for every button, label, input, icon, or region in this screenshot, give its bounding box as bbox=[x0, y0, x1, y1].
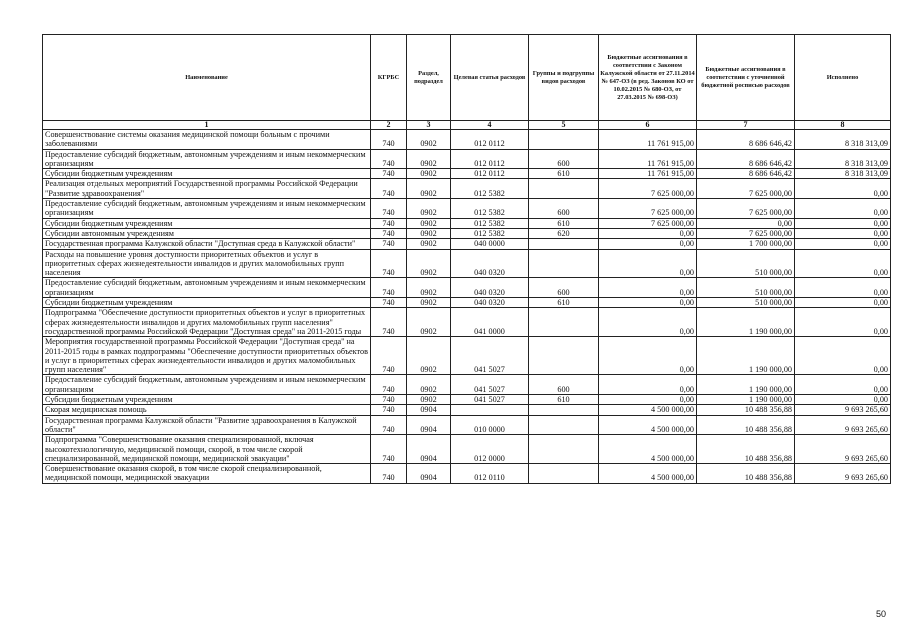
row-group bbox=[529, 405, 599, 415]
row-law-allocation: 4 500 000,00 bbox=[599, 464, 697, 484]
row-section: 0904 bbox=[407, 464, 451, 484]
budget-table bbox=[42, 34, 891, 484]
row-name: Реализация отдельных мероприятий Государственной программы Российской Федерации "Развитие здравоохранения" bbox=[43, 179, 371, 199]
row-target: 012 0000 bbox=[451, 435, 529, 464]
row-kgrbs: 740 bbox=[371, 169, 407, 179]
row-group: 600 bbox=[529, 149, 599, 169]
row-refined-allocation: 7 625 000,00 bbox=[697, 179, 795, 199]
row-section: 0904 bbox=[407, 435, 451, 464]
table-row bbox=[43, 249, 891, 278]
row-refined-allocation: 8 686 646,42 bbox=[697, 169, 795, 179]
table-row bbox=[43, 278, 891, 298]
row-section: 0902 bbox=[407, 239, 451, 249]
row-executed: 0,00 bbox=[795, 298, 891, 308]
row-law-allocation: 0,00 bbox=[599, 337, 697, 375]
row-target: 010 0000 bbox=[451, 415, 529, 435]
row-target bbox=[451, 405, 529, 415]
row-kgrbs: 740 bbox=[371, 375, 407, 395]
row-target: 012 0110 bbox=[451, 464, 529, 484]
row-kgrbs: 740 bbox=[371, 199, 407, 219]
row-section: 0902 bbox=[407, 179, 451, 199]
row-kgrbs: 740 bbox=[371, 228, 407, 238]
row-refined-allocation: 0,00 bbox=[697, 218, 795, 228]
row-section: 0902 bbox=[407, 149, 451, 169]
row-executed: 8 318 313,09 bbox=[795, 169, 891, 179]
row-group: 610 bbox=[529, 395, 599, 405]
row-target: 012 0112 bbox=[451, 130, 529, 150]
row-target: 012 5382 bbox=[451, 199, 529, 219]
column-number-row bbox=[43, 121, 891, 130]
table-row bbox=[43, 308, 891, 337]
row-kgrbs: 740 bbox=[371, 308, 407, 337]
row-kgrbs: 740 bbox=[371, 179, 407, 199]
table-row bbox=[43, 199, 891, 219]
table-row bbox=[43, 405, 891, 415]
row-target: 012 5382 bbox=[451, 218, 529, 228]
row-name: Субсидии бюджетным учреждениям bbox=[43, 169, 371, 179]
table-row bbox=[43, 395, 891, 405]
table-row bbox=[43, 130, 891, 150]
row-section: 0902 bbox=[407, 308, 451, 337]
row-section: 0902 bbox=[407, 130, 451, 150]
row-kgrbs: 740 bbox=[371, 435, 407, 464]
row-executed: 0,00 bbox=[795, 395, 891, 405]
row-name: Субсидии бюджетным учреждениям bbox=[43, 395, 371, 405]
row-group: 600 bbox=[529, 375, 599, 395]
row-law-allocation: 0,00 bbox=[599, 239, 697, 249]
row-executed: 8 318 313,09 bbox=[795, 149, 891, 169]
row-law-allocation: 4 500 000,00 bbox=[599, 435, 697, 464]
row-executed: 8 318 313,09 bbox=[795, 130, 891, 150]
row-executed: 9 693 265,60 bbox=[795, 464, 891, 484]
row-law-allocation: 0,00 bbox=[599, 298, 697, 308]
row-target: 012 5382 bbox=[451, 179, 529, 199]
row-target: 040 0320 bbox=[451, 298, 529, 308]
row-refined-allocation: 1 700 000,00 bbox=[697, 239, 795, 249]
row-name: Предоставление субсидий бюджетным, автономным учреждениям и иным некоммерческим организациям bbox=[43, 149, 371, 169]
row-kgrbs: 740 bbox=[371, 298, 407, 308]
row-target: 040 0320 bbox=[451, 278, 529, 298]
column-number: 2 bbox=[371, 121, 407, 130]
row-law-allocation: 11 761 915,00 bbox=[599, 169, 697, 179]
row-refined-allocation: 8 686 646,42 bbox=[697, 149, 795, 169]
row-group: 610 bbox=[529, 218, 599, 228]
row-section: 0902 bbox=[407, 395, 451, 405]
row-refined-allocation: 1 190 000,00 bbox=[697, 337, 795, 375]
row-executed: 0,00 bbox=[795, 337, 891, 375]
column-number: 5 bbox=[529, 121, 599, 130]
row-name: Государственная программа Калужской области "Доступная среда в Калужской области" bbox=[43, 239, 371, 249]
column-number: 8 bbox=[795, 121, 891, 130]
row-kgrbs: 740 bbox=[371, 395, 407, 405]
row-executed: 0,00 bbox=[795, 308, 891, 337]
header-kgrbs: КГРБС bbox=[371, 35, 407, 121]
row-law-allocation: 7 625 000,00 bbox=[599, 199, 697, 219]
row-refined-allocation: 1 190 000,00 bbox=[697, 308, 795, 337]
row-name: Подпрограмма "Обеспечение доступности приоритетных объектов и услуг в приоритетных сферах жизнедеятельности инвалидов и других маломобильных групп населения" государственной программы Российской Федерации "Доступная среда" на 2011-2015 годы bbox=[43, 308, 371, 337]
row-law-allocation: 0,00 bbox=[599, 228, 697, 238]
table-row bbox=[43, 298, 891, 308]
table-row bbox=[43, 337, 891, 375]
header-target: Целевая статья расходов bbox=[451, 35, 529, 121]
header-refined-allocations: Бюджетные ассигнования в соответствии с уточненной бюджетной росписью расходов bbox=[697, 35, 795, 121]
row-group: 600 bbox=[529, 199, 599, 219]
row-group: 610 bbox=[529, 298, 599, 308]
row-target: 040 0000 bbox=[451, 239, 529, 249]
row-section: 0902 bbox=[407, 249, 451, 278]
row-target: 041 5027 bbox=[451, 337, 529, 375]
table-row bbox=[43, 464, 891, 484]
row-group bbox=[529, 249, 599, 278]
table-row bbox=[43, 435, 891, 464]
row-target: 012 0112 bbox=[451, 169, 529, 179]
row-section: 0902 bbox=[407, 169, 451, 179]
row-executed: 0,00 bbox=[795, 249, 891, 278]
row-target: 041 5027 bbox=[451, 395, 529, 405]
row-group: 600 bbox=[529, 278, 599, 298]
row-executed: 0,00 bbox=[795, 199, 891, 219]
row-kgrbs: 740 bbox=[371, 405, 407, 415]
row-refined-allocation: 510 000,00 bbox=[697, 249, 795, 278]
row-kgrbs: 740 bbox=[371, 415, 407, 435]
column-number: 6 bbox=[599, 121, 697, 130]
row-executed: 0,00 bbox=[795, 179, 891, 199]
row-name: Предоставление субсидий бюджетным, автономным учреждениям и иным некоммерческим организациям bbox=[43, 278, 371, 298]
row-refined-allocation: 8 686 646,42 bbox=[697, 130, 795, 150]
row-refined-allocation: 7 625 000,00 bbox=[697, 228, 795, 238]
row-section: 0902 bbox=[407, 199, 451, 219]
row-group bbox=[529, 464, 599, 484]
row-name: Предоставление субсидий бюджетным, автономным учреждениям и иным некоммерческим организациям bbox=[43, 375, 371, 395]
row-section: 0902 bbox=[407, 298, 451, 308]
row-refined-allocation: 510 000,00 bbox=[697, 278, 795, 298]
row-refined-allocation: 510 000,00 bbox=[697, 298, 795, 308]
row-law-allocation: 7 625 000,00 bbox=[599, 218, 697, 228]
row-name: Совершенствование оказания скорой, в том числе скорой специализированной, медицинской помощи, медицинской эвакуации bbox=[43, 464, 371, 484]
row-executed: 9 693 265,60 bbox=[795, 435, 891, 464]
row-law-allocation: 0,00 bbox=[599, 249, 697, 278]
row-group bbox=[529, 415, 599, 435]
row-section: 0904 bbox=[407, 415, 451, 435]
row-name: Расходы на повышение уровня доступности приоритетных объектов и услуг в приоритетных сферах жизнедеятельности инвалидов и других маломобильных групп населения bbox=[43, 249, 371, 278]
row-kgrbs: 740 bbox=[371, 239, 407, 249]
row-law-allocation: 4 500 000,00 bbox=[599, 415, 697, 435]
row-law-allocation: 4 500 000,00 bbox=[599, 405, 697, 415]
header-law-allocations: Бюджетные ассигнования в соответствии с Законом Калужской области от 27.11.2014 № 647-ОЗ (в ред. Законов КО от 10.02.2015 № 680-ОЗ, от 27.03.2015 № 698-ОЗ) bbox=[599, 35, 697, 121]
table-row bbox=[43, 218, 891, 228]
header-row bbox=[43, 35, 891, 121]
row-target: 041 0000 bbox=[451, 308, 529, 337]
table-row bbox=[43, 179, 891, 199]
row-executed: 9 693 265,60 bbox=[795, 405, 891, 415]
row-executed: 0,00 bbox=[795, 239, 891, 249]
row-name: Скорая медицинская помощь bbox=[43, 405, 371, 415]
row-law-allocation: 0,00 bbox=[599, 278, 697, 298]
table-row bbox=[43, 228, 891, 238]
row-refined-allocation: 1 190 000,00 bbox=[697, 395, 795, 405]
row-executed: 0,00 bbox=[795, 278, 891, 298]
row-kgrbs: 740 bbox=[371, 249, 407, 278]
table-row bbox=[43, 149, 891, 169]
row-name: Субсидии бюджетным учреждениям bbox=[43, 218, 371, 228]
row-section: 0902 bbox=[407, 375, 451, 395]
row-name: Субсидии автономным учреждениям bbox=[43, 228, 371, 238]
column-number: 4 bbox=[451, 121, 529, 130]
row-law-allocation: 0,00 bbox=[599, 375, 697, 395]
row-target: 012 0112 bbox=[451, 149, 529, 169]
row-law-allocation: 7 625 000,00 bbox=[599, 179, 697, 199]
row-group: 620 bbox=[529, 228, 599, 238]
row-name: Мероприятия государственной программы Российской Федерации "Доступная среда" на 2011-2015 годы в рамках подпрограммы "Обеспечение доступности приоритетных объектов и услуг в приоритетных сферах жизнедеятельности инвалидов и других маломобильных групп населения" bbox=[43, 337, 371, 375]
row-section: 0904 bbox=[407, 405, 451, 415]
page-number: 50 bbox=[876, 609, 887, 619]
table-body bbox=[43, 130, 891, 484]
row-law-allocation: 11 761 915,00 bbox=[599, 130, 697, 150]
row-target: 041 5027 bbox=[451, 375, 529, 395]
row-name: Государственная программа Калужской области "Развитие здравоохранения в Калужской области" bbox=[43, 415, 371, 435]
table-row bbox=[43, 169, 891, 179]
row-group bbox=[529, 130, 599, 150]
row-executed: 0,00 bbox=[795, 218, 891, 228]
row-name: Подпрограмма "Совершенствование оказания специализированной, включая высокотехнологичную, медицинской помощи, скорой, в том числе скорой специализированной, медицинской помощи, медицинской эвакуации" bbox=[43, 435, 371, 464]
row-group bbox=[529, 308, 599, 337]
row-law-allocation: 11 761 915,00 bbox=[599, 149, 697, 169]
row-target: 012 5382 bbox=[451, 228, 529, 238]
table-row bbox=[43, 375, 891, 395]
row-section: 0902 bbox=[407, 278, 451, 298]
row-kgrbs: 740 bbox=[371, 278, 407, 298]
header-section: Раздел, подраздел bbox=[407, 35, 451, 121]
row-group bbox=[529, 337, 599, 375]
header-groups: Группы и подгруппы видов расходов bbox=[529, 35, 599, 121]
row-name: Предоставление субсидий бюджетным, автономным учреждениям и иным некоммерческим организациям bbox=[43, 199, 371, 219]
row-group: 610 bbox=[529, 169, 599, 179]
row-group bbox=[529, 179, 599, 199]
row-target: 040 0320 bbox=[451, 249, 529, 278]
row-kgrbs: 740 bbox=[371, 337, 407, 375]
column-number: 1 bbox=[43, 121, 371, 130]
row-refined-allocation: 10 488 356,88 bbox=[697, 464, 795, 484]
row-section: 0902 bbox=[407, 228, 451, 238]
row-name: Субсидии бюджетным учреждениям bbox=[43, 298, 371, 308]
header-name: Наименование bbox=[43, 35, 371, 121]
row-kgrbs: 740 bbox=[371, 218, 407, 228]
row-name: Совершенствование системы оказания медицинской помощи больным с прочими заболеваниями bbox=[43, 130, 371, 150]
row-law-allocation: 0,00 bbox=[599, 395, 697, 405]
row-executed: 9 693 265,60 bbox=[795, 415, 891, 435]
row-refined-allocation: 1 190 000,00 bbox=[697, 375, 795, 395]
row-kgrbs: 740 bbox=[371, 464, 407, 484]
row-group bbox=[529, 435, 599, 464]
row-kgrbs: 740 bbox=[371, 130, 407, 150]
column-number: 7 bbox=[697, 121, 795, 130]
header-executed: Исполнено bbox=[795, 35, 891, 121]
row-kgrbs: 740 bbox=[371, 149, 407, 169]
row-refined-allocation: 7 625 000,00 bbox=[697, 199, 795, 219]
row-refined-allocation: 10 488 356,88 bbox=[697, 415, 795, 435]
column-number: 3 bbox=[407, 121, 451, 130]
row-executed: 0,00 bbox=[795, 375, 891, 395]
table-row bbox=[43, 239, 891, 249]
row-executed: 0,00 bbox=[795, 228, 891, 238]
row-refined-allocation: 10 488 356,88 bbox=[697, 405, 795, 415]
row-section: 0902 bbox=[407, 218, 451, 228]
row-refined-allocation: 10 488 356,88 bbox=[697, 435, 795, 464]
row-law-allocation: 0,00 bbox=[599, 308, 697, 337]
row-section: 0902 bbox=[407, 337, 451, 375]
table-row bbox=[43, 415, 891, 435]
row-group bbox=[529, 239, 599, 249]
